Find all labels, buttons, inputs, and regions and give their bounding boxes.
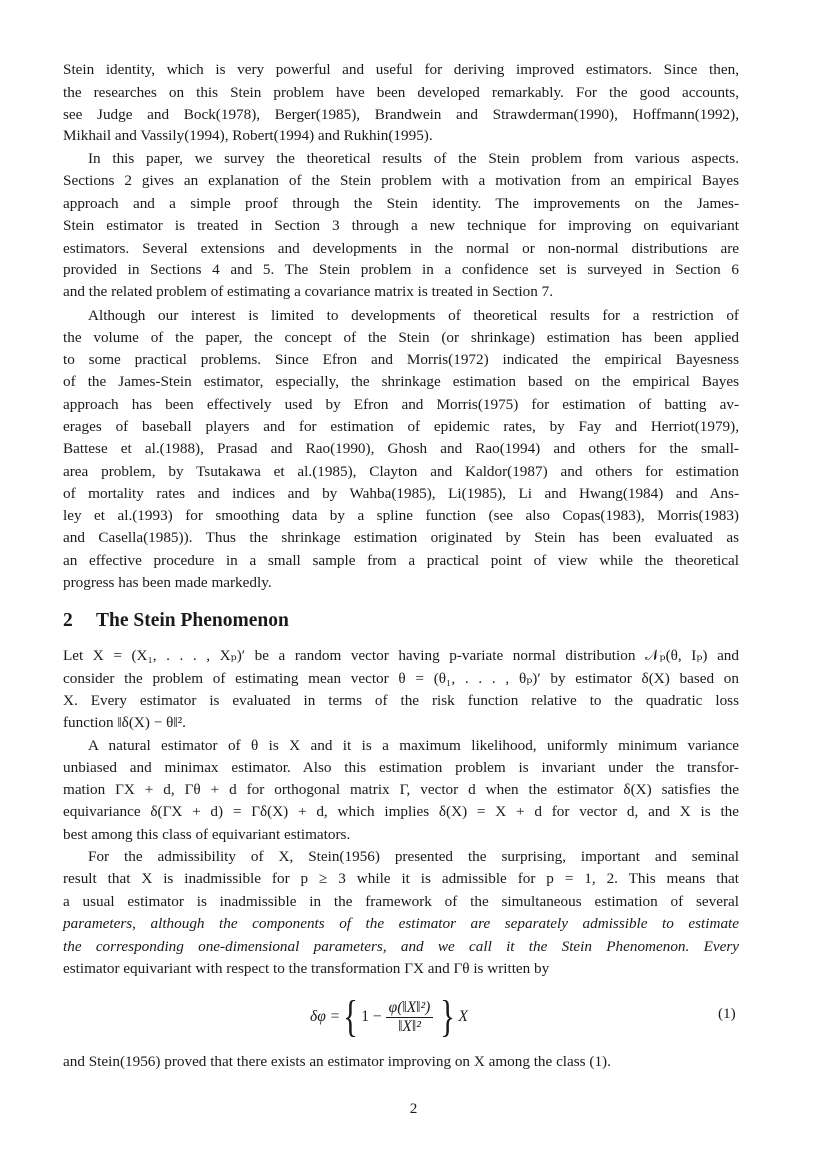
text-line: of mortality rates and indices and by Wahba(1985), Li(1985), Li and Hwang(1984) and Ans- [63,485,739,502]
text-line: Battese et al.(1988), Prasad and Rao(1990), Ghosh and Rao(1994) and others for the small- [63,440,739,457]
text-line: Stein estimator is treated in Section 3 through a new technique for improving on equivariant [63,217,739,234]
text-line: mation ΓX + d, Γθ + d for orthogonal matrix Γ, vector d when the estimator δ(X) satisfies the [63,781,739,798]
text-line: In this paper, we survey the theoretical results of the Stein problem from various aspects. [88,150,739,167]
text-line: the researches on this Stein problem have been developed remarkably. For the good accounts, [63,84,739,101]
text-line: A natural estimator of θ is X and it is a maximum likelihood, uniformly minimum variance [88,737,739,754]
text-line: Although our interest is limited to developments of theoretical results for a restriction of [88,307,739,324]
text-line: best among this class of equivariant estimators. [63,826,351,843]
text-line: estimator equivariant with respect to the transformation ΓX and Γθ is written by [63,960,550,977]
text-line: Let X = (X₁, . . . , Xₚ)′ be a random vector having p-variate normal distribution 𝒩ₚ(θ, Iₚ) and [63,647,739,664]
text-line: see Judge and Bock(1978), Berger(1985), Brandwein and Strawderman(1990), Hoffmann(1992), [63,106,739,123]
text-line: unbiased and minimax estimator. Also this estimation problem is invariant under the transfor- [63,759,739,776]
text-line: an effective procedure in a small sample from a practical point of view while the theoretical [63,552,739,569]
text-line: ley et al.(1993) for smoothing data by a spline function (see also Copas(1983), Morris(1983) [63,507,739,524]
equation-fraction [386,999,434,1036]
text-line: approach has been effectively used by Efron and Morris(1975) for estimation of batting av- [63,396,739,413]
text-line: and Stein(1956) proved that there exists an estimator improving on X among the class (1). [63,1053,611,1070]
equation-1 [310,987,468,1047]
text-line: X. Every estimator is evaluated in terms of the risk function relative to the quadratic loss [63,692,739,709]
section-heading [63,609,289,633]
text-line: result that X is inadmissible for p ≥ 3 while it is admissible for p = 1, 2. This means that [63,870,739,887]
text-line: For the admissibility of X, Stein(1956) presented the surprising, important and seminal [88,848,739,865]
section-title: The Stein Phenomenon [96,610,289,631]
text-line: equivariance δ(ΓX + d) = Γδ(X) + d, which implies δ(X) = X + d for vector d, and X is the [63,803,739,820]
text-line: Stein identity, which is very powerful and useful for deriving improved estimators. Since then, [63,61,739,78]
text-line: Mikhail and Vassily(1994), Robert(1994) and Rukhin(1995). [63,127,433,144]
text-line: erages of baseball players and for estimation of epidemic rates, by Fay and Herriot(1979), [63,418,739,435]
text-line: progress has been made markedly. [63,574,272,591]
equation-one-minus: 1 − [361,1008,382,1025]
fraction-denominator: ‖X‖² [398,1017,421,1035]
fraction-numerator: φ(‖X‖²) [388,998,431,1016]
text-line: estimators. Several extensions and developments in the normal or non-normal distributions are [63,240,739,257]
text-line: to some practical problems. Since Efron and Morris(1972) indicated the empirical Bayesness [63,351,739,368]
text-line: consider the problem of estimating mean vector θ = (θ₁, . . . , θₚ)′ by estimator δ(X) based on [63,670,739,687]
text-line: approach and a simple proof through the Stein identity. The improvements on the James- [63,195,739,212]
equation-rhs: X [458,1008,468,1025]
text-line: the corresponding one-dimensional parameters, and we call it the Stein Phenomenon. Every [63,938,739,955]
text-line: and the related problem of estimating a covariance matrix is treated in Section 7. [63,283,554,300]
text-line: provided in Sections 4 and 5. The Stein problem in a confidence set is surveyed in Section 6 [63,261,739,278]
text-line: of the James-Stein estimator, especially, the shrinkage estimation based on the empirical Bayes [63,373,739,390]
text-line: a usual estimator is inadmissible in the framework of the simultaneous estimation of several [63,893,739,910]
left-brace: { [343,992,359,1041]
right-brace: } [440,992,456,1041]
text-line: area problem, by Tsutakawa et al.(1985), Clayton and Kaldor(1987) and others for estimation [63,463,739,480]
section-number: 2 [63,610,73,631]
text-line: the volume of the paper, the concept of the Stein (or shrinkage) estimation has been applied [63,329,739,346]
text-line: and Casella(1985)). Thus the shrinkage estimation originated by Stein has been evaluated as [63,529,739,546]
text-line: function ‖δ(X) − θ‖². [63,714,186,731]
page-number: 2 [409,1100,418,1117]
equation-label: (1) [718,1005,736,1022]
text-line: parameters, although the components of the estimator are separately admissible to estimate [63,915,739,932]
text-line: Sections 2 gives an explanation of the Stein problem with a motivation from an empirical Bayes [63,172,739,189]
equation-lhs: δφ = [310,1008,341,1025]
